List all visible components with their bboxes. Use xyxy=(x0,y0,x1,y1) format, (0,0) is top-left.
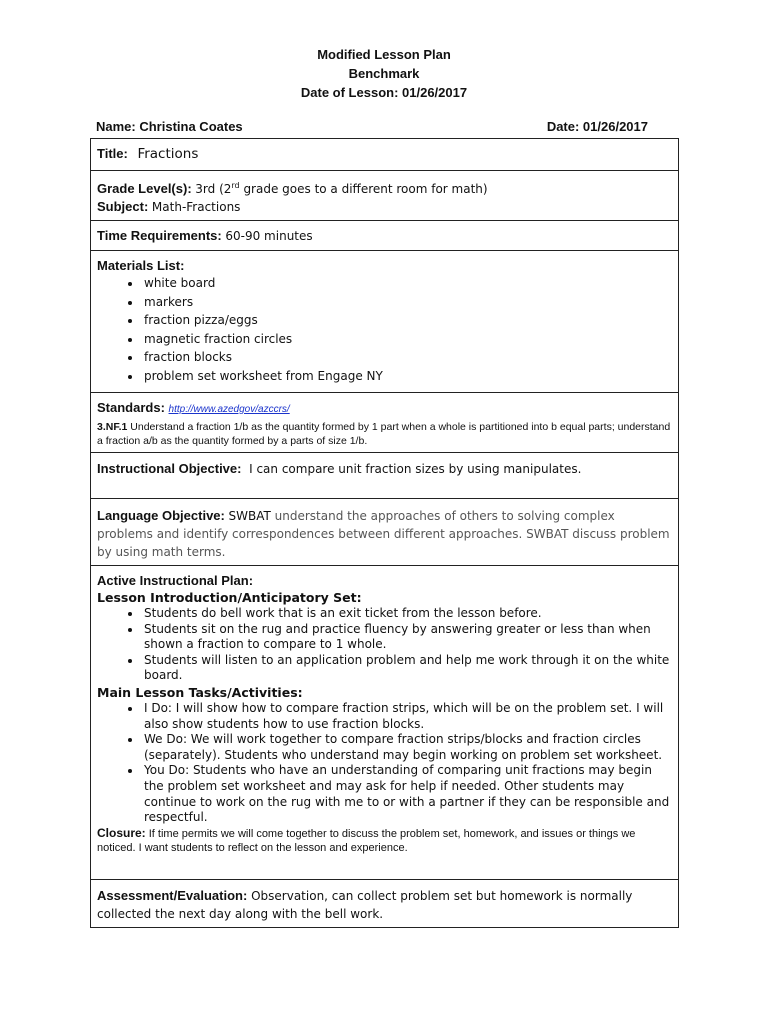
assessment-value: Observation, can collect problem set but homework is normally collected the next day along with the bell work. xyxy=(97,889,633,921)
list-item: • Students will listen to an application problem and help me work through it on the white board. xyxy=(142,653,672,684)
language-objective-lead: SWBAT xyxy=(228,509,271,523)
title-row xyxy=(91,139,679,171)
header-subtitle: Benchmark xyxy=(348,66,420,81)
language-objective-row xyxy=(91,499,679,566)
standard-code: 3.NF.1 xyxy=(97,421,128,433)
closure-label: Closure: xyxy=(97,825,146,840)
language-objective-label: Language Objective: xyxy=(97,508,225,523)
subject-value: Math-Fractions xyxy=(151,200,241,214)
materials-list xyxy=(97,274,672,386)
grade-sup: rd xyxy=(231,181,240,190)
main-tasks-list xyxy=(97,701,672,826)
active-plan-label: Active Instructional Plan: xyxy=(97,573,254,588)
list-item: • markers xyxy=(142,293,672,312)
standards-link[interactable]: http://www.azedgov/azccrs/ xyxy=(168,404,290,415)
main-tasks-heading: Main Lesson Tasks/Activities: xyxy=(97,684,303,700)
list-item: • Students do bell work that is an exit ticket from the lesson before. xyxy=(142,606,672,622)
list-item: • white board xyxy=(142,274,672,293)
time-row xyxy=(91,221,679,251)
title-value: Fractions xyxy=(137,146,199,162)
instructional-objective-row xyxy=(91,453,679,499)
instructional-objective-value: I can compare unit fraction sizes by using manipulates. xyxy=(249,462,582,476)
list-item: • You Do: Students who have an understanding of comparing unit fractions may begin the problem set worksheet and may ask for help if needed. Other students may continue to work on the rug with me to or with a partner if they can be responsible and respectful. xyxy=(142,763,672,825)
list-item: • problem set worksheet from Engage NY xyxy=(142,367,672,386)
time-label: Time Requirements: xyxy=(97,228,222,243)
intro-heading: Lesson Introduction/Anticipatory Set: xyxy=(97,590,362,605)
time-value: 60-90 minutes xyxy=(225,229,313,243)
assessment-label: Assessment/Evaluation: xyxy=(97,888,248,903)
grade-value: 3rd (2 xyxy=(195,182,232,196)
intro-list xyxy=(97,606,672,684)
document-header xyxy=(0,45,768,102)
list-item: • fraction pizza/eggs xyxy=(142,311,672,330)
title-label: Title: xyxy=(97,146,128,161)
list-item: • I Do: I will show how to compare fraction strips, which will be on the problem set. I will also show students how to use fraction blocks. xyxy=(142,701,672,732)
list-item: • We Do: We will work together to compare fraction strips/blocks and fraction circles (separately). Students who understand may begin working on problem set worksheet. xyxy=(142,732,672,763)
language-objective-value: understand the approaches of others to solving complex problems and identify correspondences between different approaches. SWBAT discuss problem by using math terms. xyxy=(97,509,670,559)
closure-text: If time permits we will come together to discuss the problem set, homework, and issues or things we noticed. I want students to reflect on the lesson and experience. xyxy=(97,827,636,854)
standards-label: Standards: xyxy=(97,400,165,415)
grade-label: Grade Level(s): xyxy=(97,181,192,196)
plan-date: Date: 01/26/2017 xyxy=(546,119,648,134)
materials-label: Materials List: xyxy=(97,258,185,273)
subject-label: Subject: xyxy=(97,199,149,214)
active-plan-row xyxy=(91,566,679,880)
name-row xyxy=(96,119,652,134)
header-date: Date of Lesson: 01/26/2017 xyxy=(300,85,468,100)
materials-row xyxy=(91,251,679,393)
lesson-plan-table xyxy=(90,138,679,928)
standards-row xyxy=(91,393,679,453)
assessment-row xyxy=(91,880,679,928)
grade-note: grade goes to a different room for math) xyxy=(239,182,488,196)
list-item: • magnetic fraction circles xyxy=(142,330,672,349)
instructional-objective-label: Instructional Objective: xyxy=(97,461,242,476)
header-title: Modified Lesson Plan xyxy=(317,47,451,62)
list-item: • fraction blocks xyxy=(142,348,672,367)
standard-text: Understand a fraction 1/b as the quantity formed by 1 part when a whole is partitioned into b equal parts; understand a fraction a/b as the quantity formed by a parts of size 1/b. xyxy=(97,421,671,447)
list-item: • Students sit on the rug and practice fluency by answering greater or less than when shown a fraction to compare to 1 whole. xyxy=(142,622,672,653)
grade-row xyxy=(91,171,679,221)
teacher-name: Name: Christina Coates xyxy=(96,119,243,134)
